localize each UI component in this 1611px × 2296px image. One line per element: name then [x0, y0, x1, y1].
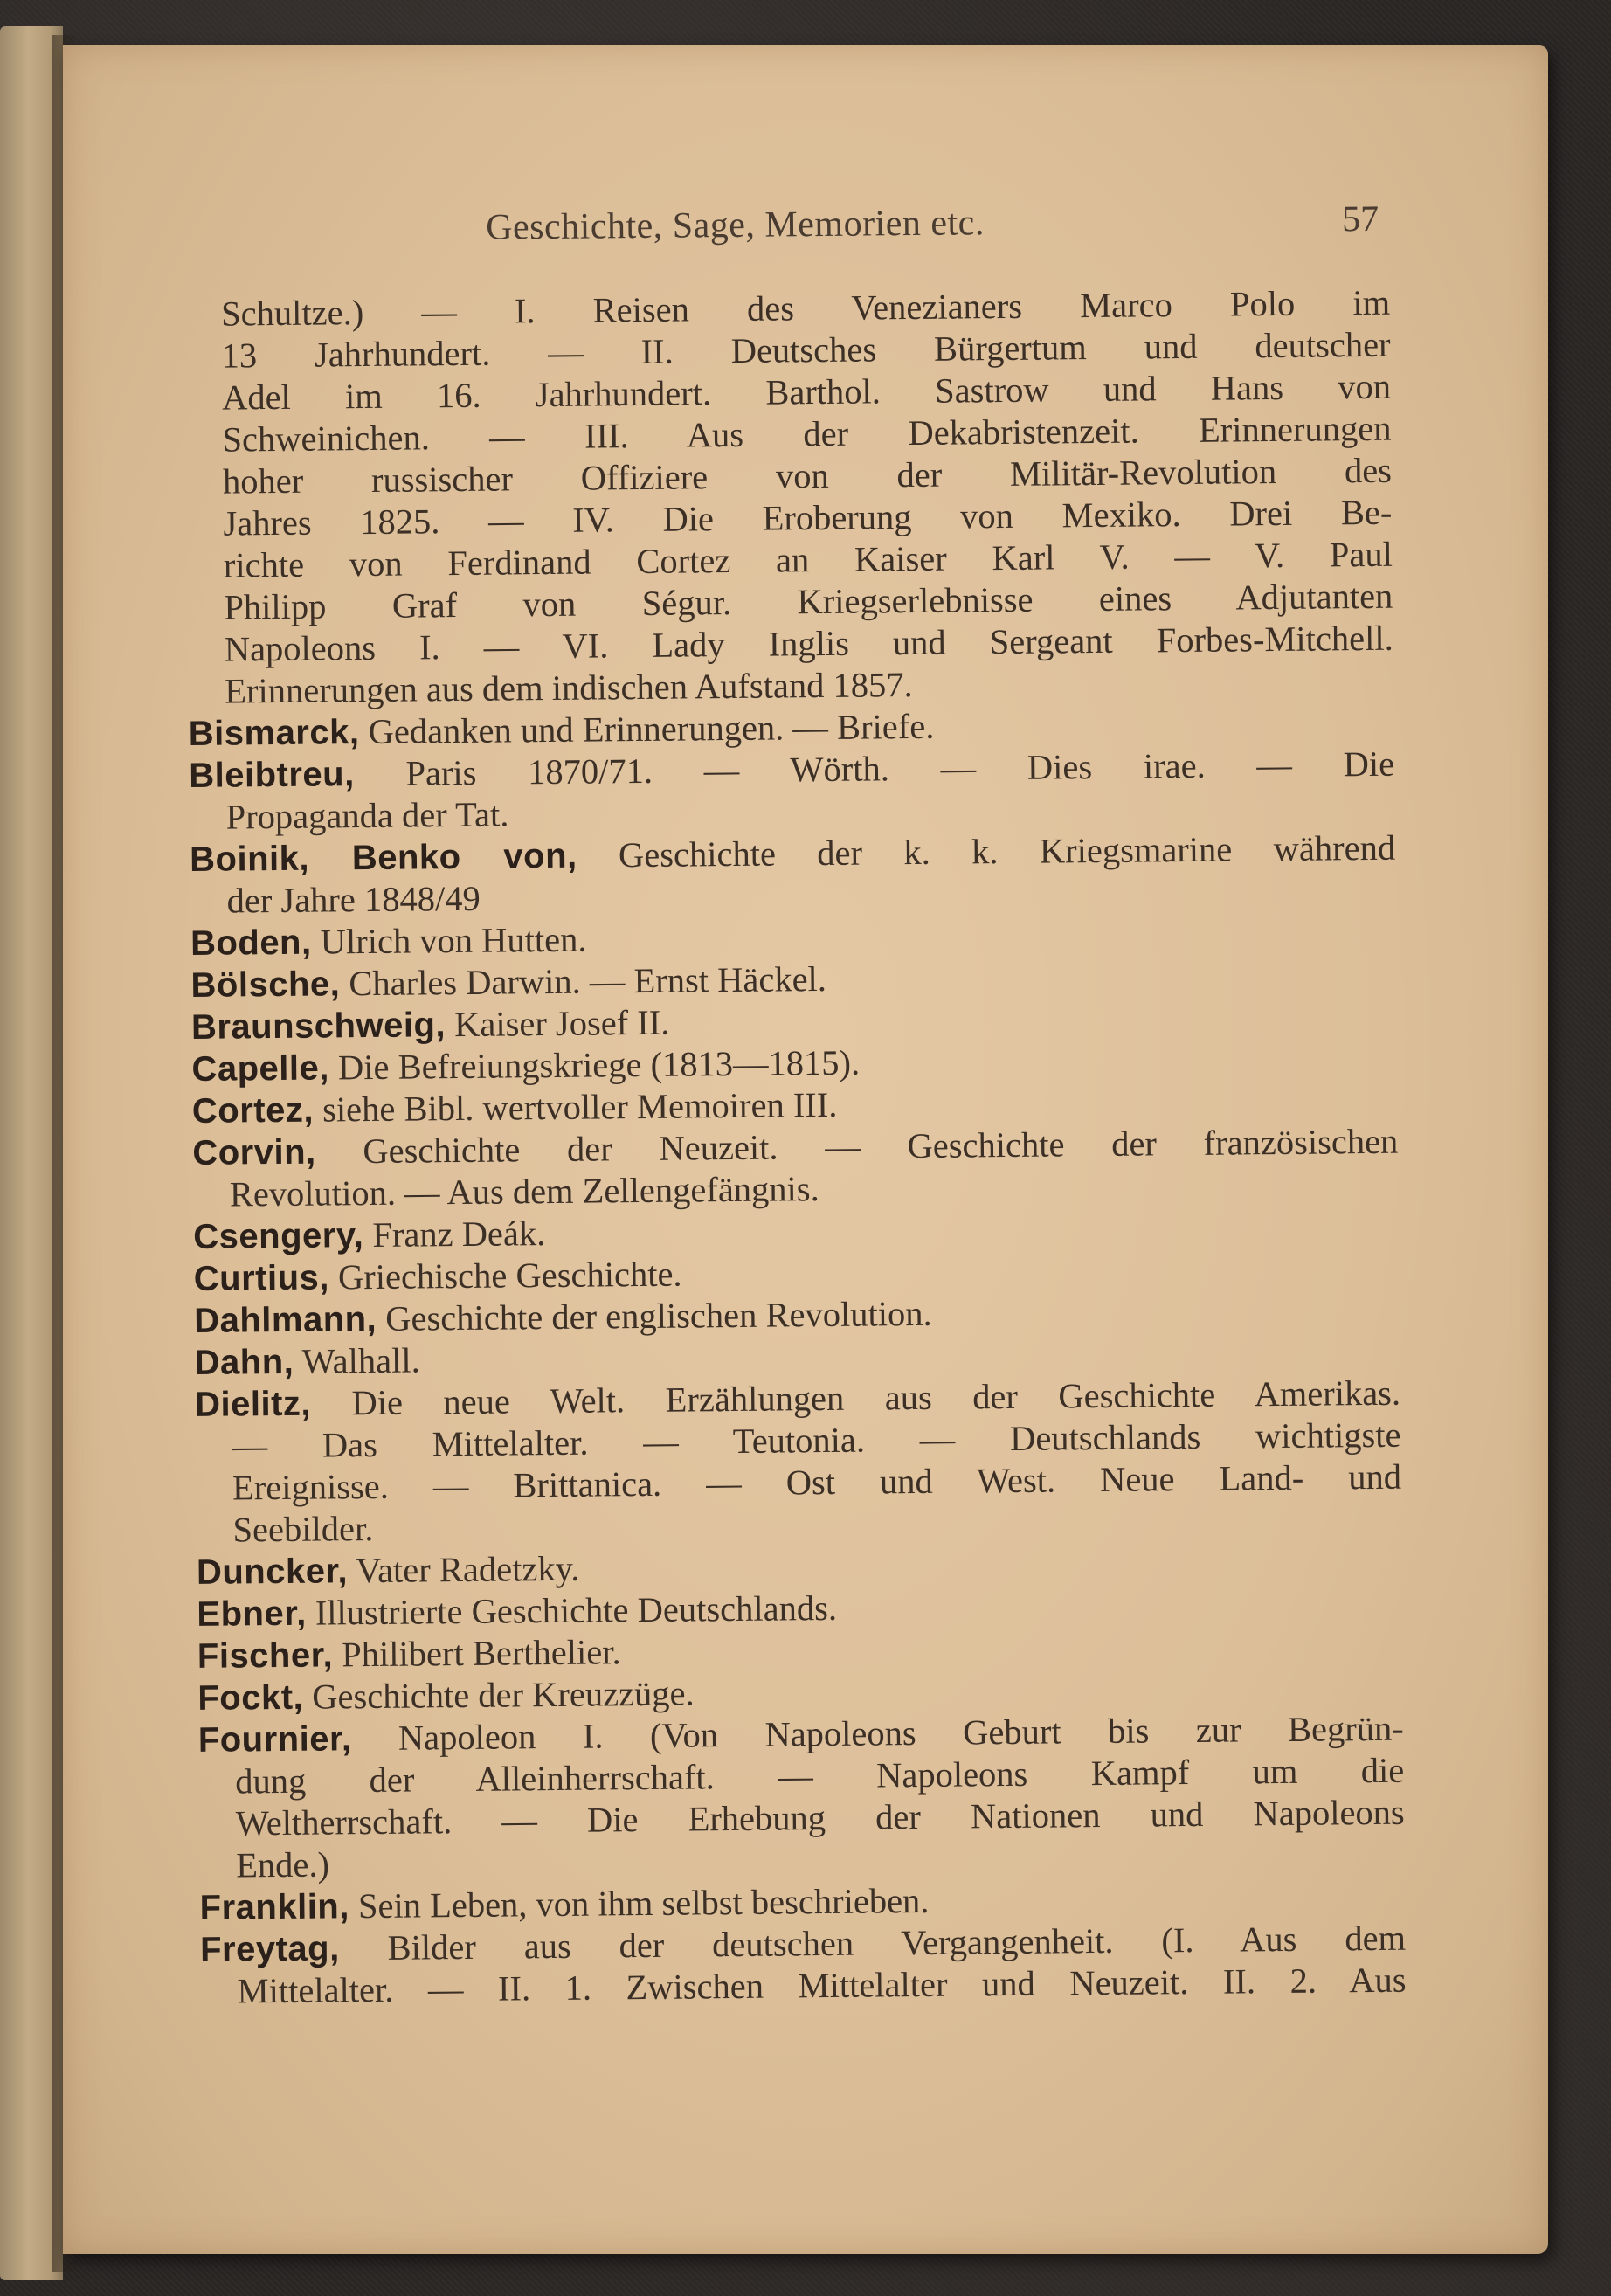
author-name: Franklin, [199, 1887, 350, 1927]
author-name: Fockt, [197, 1677, 304, 1718]
entry-text: Gedanken und Erinnerungen. — Briefe. [359, 706, 935, 752]
entry-text: Griechische Geschichte. [328, 1254, 682, 1297]
entry-text: — Das Mittelalter. — Teutonia. — Deutschlands wichtigste [232, 1414, 1401, 1466]
entry-text: Franz Deák. [363, 1214, 546, 1255]
author-name: Bismarck, [188, 713, 360, 753]
author-name: Ebner, [197, 1594, 307, 1634]
author-name: Boden, [190, 923, 312, 963]
author-name: Dahlmann, [193, 1299, 377, 1340]
running-title: Geschichte, Sage, Memorien etc. [485, 203, 985, 248]
book-page [63, 45, 1548, 2254]
entry-text: Sein Leben, von ihm selbst beschrieben. [349, 1880, 930, 1926]
author-name: Corvin, [192, 1132, 316, 1172]
entry-text: Mittelalter. — II. 1. Zwischen Mittelalter und Neuzeit. II. 2. Aus [237, 1960, 1407, 2011]
page-number: 57 [1341, 198, 1379, 240]
entry-text: Geschichte der Neuzeit. — Geschichte der französischen [315, 1121, 1399, 1172]
author-name: Freytag, [199, 1929, 340, 1969]
entry-text: dung der Alleinherrschaft. — Napoleons Kampf um die [235, 1750, 1405, 1802]
entry-text: Geschichte der k. k. Kriegsmarine während [577, 827, 1396, 875]
entry-text: Ereignisse. — Brittanica. — Ost und West. Neue Land- und [232, 1456, 1402, 1508]
entry-text: Propaganda der Tat. [225, 794, 509, 837]
entry-text: Geschichte der englischen Revolution. [376, 1293, 932, 1338]
entry-text: Ulrich von Hutten. [311, 919, 587, 962]
entry-text: Weltherrschaft. — Die Erhebung der Nationen und Napoleons [235, 1792, 1405, 1843]
entry-text: Adel im 16. Jahrhundert. Barthol. Sastrow und Hans von [221, 366, 1392, 418]
author-name: Fischer, [197, 1636, 334, 1676]
entry-text: Ende.) [235, 1844, 330, 1885]
entry-text: Revolution. — Aus dem Zellengefängnis. [229, 1169, 819, 1214]
author-name: Fournier, [197, 1719, 352, 1760]
author-name: Csengery, [193, 1216, 364, 1256]
author-name: Cortez, [191, 1090, 315, 1131]
author-name: Braunschweig, [190, 1006, 446, 1047]
entry-text: Erinnerungen aus dem indischen Aufstand 1857. [225, 665, 913, 711]
entry-text: Die neue Welt. Erzählungen aus der Geschichte Amerikas. [310, 1373, 1401, 1423]
entry-text: Illustrierte Geschichte Deutschlands. [306, 1587, 838, 1633]
entry-text: richte von Ferdinand Cortez an Kaiser Karl V. — V. Paul [223, 534, 1393, 585]
catalog-entries [184, 282, 1407, 2013]
entry-text: siehe Bibl. wertvoller Memoiren III. [313, 1084, 838, 1130]
author-name: Boinik, Benko von, [189, 836, 577, 879]
entry-text: Walhall. [294, 1340, 420, 1381]
entry-text: Philibert Berthelier. [332, 1632, 621, 1675]
entry-text: Napoleon I. (Von Napoleons Geburt bis zur Begrün- [351, 1708, 1404, 1759]
entry-text: Kaiser Josef II. [445, 1002, 670, 1045]
entry-text: der Jahre 1848/49 [226, 878, 481, 921]
entry-text: 13 Jahrhundert. — II. Deutsches Bürgertum und deutscher [221, 324, 1391, 376]
entry-text: Schultze.) — I. Reisen des Venezianers Marco Polo im [220, 282, 1391, 334]
entry-text: hoher russischer Offiziere von der Militär-Revolution des [222, 450, 1393, 501]
author-name: Bölsche, [190, 965, 341, 1005]
entry-text: Philipp Graf von Ségur. Kriegserlebnisse eines Adjutanten [224, 576, 1393, 627]
entry-text: Bilder aus der deutschen Vergangenheit. (I. Aus dem [339, 1918, 1407, 1968]
entry-text: Charles Darwin. — Ernst Häckel. [340, 958, 827, 1004]
author-name: Dahn, [194, 1342, 294, 1382]
entry-text: Die Befreiungskriege (1813—1815). [328, 1042, 861, 1088]
author-name: Bleibtreu, [189, 755, 355, 795]
author-name: Duncker, [196, 1552, 349, 1592]
page-content [183, 198, 1407, 2013]
entry-text: Seebilder. [232, 1508, 374, 1550]
author-name: Dielitz, [194, 1384, 312, 1424]
entry-text: Geschichte der Kreuzzüge. [302, 1673, 695, 1717]
author-name: Capelle, [191, 1048, 330, 1089]
entry-text: Vater Radetzky. [347, 1548, 580, 1591]
entry-text: Napoleons I. — VI. Lady Inglis und Sergeant Forbes-Mitchell. [224, 618, 1393, 669]
author-name: Curtius, [193, 1258, 330, 1298]
entry-text: Schweinichen. — III. Aus der Dekabristenzeit. Erinnerungen [222, 408, 1392, 460]
page-header [183, 198, 1390, 280]
entry-text: Paris 1870/71. — Wörth. — Dies irae. — Die [354, 743, 1395, 794]
entry-text: Jahres 1825. — IV. Die Eroberung von Mexiko. Drei Be- [223, 492, 1393, 543]
